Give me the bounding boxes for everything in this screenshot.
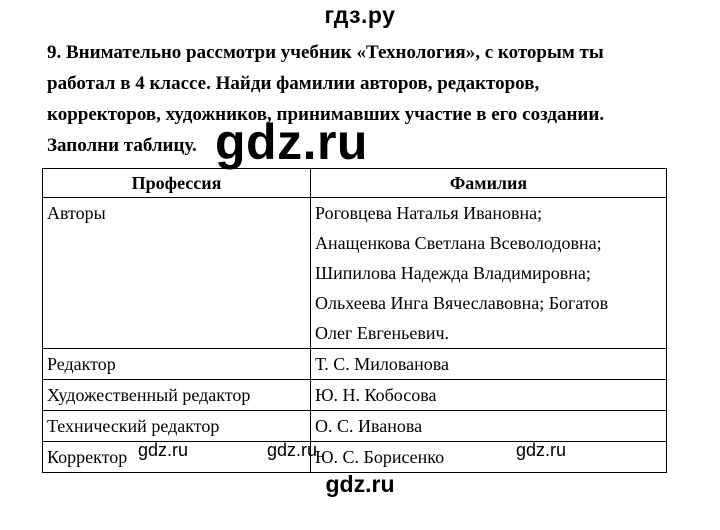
column-header-profession: Профессия [43, 169, 311, 198]
table-row [43, 442, 667, 473]
watermark-small: gdz.ru [516, 440, 567, 460]
site-header-title: гдз.ру [324, 2, 396, 28]
profession-cell: Авторы [43, 198, 311, 349]
author-name-line: Шипилова Надежда Владимировна; [315, 263, 591, 283]
profession-cell: Художественный редактор [43, 380, 311, 411]
watermark-footer: gdz.ru [325, 471, 395, 497]
task-line: Заполни таблицу. [47, 135, 197, 156]
table-row [43, 380, 667, 411]
task-line: 9. Внимательно рассмотри учебник «Технология», с которым ты [47, 42, 604, 63]
profession-cell: Технический редактор [43, 411, 311, 442]
author-name-line: Анащенкова Светлана Всеволодовна; [315, 233, 602, 253]
names-cell: О. С. Иванова [311, 411, 667, 442]
task-line: работал в 4 классе. Найди фамилии авторов, редакторов, [47, 73, 540, 94]
table-row [43, 349, 667, 380]
column-header-surname: Фамилия [311, 169, 667, 198]
author-name-line: Ольхеева Инга Вячеславовна; Богатов [315, 293, 609, 313]
table-header-row [43, 169, 667, 198]
author-name-line: Олег Евгеньевич. [315, 323, 449, 343]
profession-cell: Корректор [43, 442, 311, 473]
names-cell [311, 198, 667, 349]
profession-cell: Редактор [43, 349, 311, 380]
table-row [43, 411, 667, 442]
names-cell: Т. С. Милованова [311, 349, 667, 380]
answer-table [42, 168, 667, 473]
watermark-small: gdz.ru [267, 440, 318, 460]
names-cell: Ю. С. Борисенко [311, 442, 667, 473]
table-row [43, 198, 667, 349]
names-cell: Ю. Н. Кобосова [311, 380, 667, 411]
author-name-line: Роговцева Наталья Ивановна; [315, 203, 543, 223]
watermark-large: gdz.ru [215, 114, 368, 170]
task-line: корректоров, художников, принимавших участие в его создании. [47, 104, 605, 125]
watermark-small: gdz.ru [138, 440, 189, 460]
